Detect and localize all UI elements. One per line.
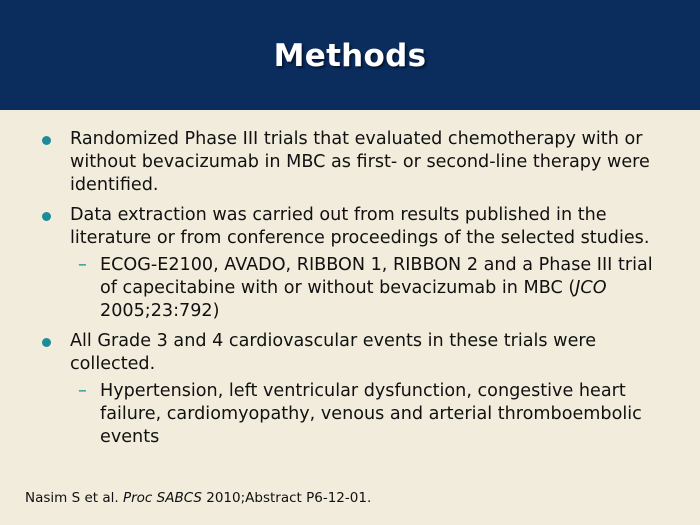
bullet-item xyxy=(40,128,660,198)
sub-bullet-text: Hypertension, left ventricular dysfunction, congestive heart failure, cardiomyopathy, venous and arterial thromboembolic events xyxy=(100,381,642,448)
slide-content xyxy=(40,128,660,456)
bullet-dot-icon xyxy=(42,212,51,221)
sub-bullet-item xyxy=(70,380,660,450)
slide-title: Methods xyxy=(273,38,427,74)
bullet-dot-icon xyxy=(42,136,51,145)
sub-bullet-text-after: 2005;23:792) xyxy=(100,301,220,322)
bullet-item xyxy=(40,330,660,376)
sub-bullet-item xyxy=(70,254,660,324)
footnote-rest: 2010;Abstract P6-12-01. xyxy=(201,490,372,506)
bullet-dot-icon xyxy=(42,338,51,347)
bullet-item xyxy=(40,204,660,250)
dash-icon: – xyxy=(78,255,87,276)
bullet-text: All Grade 3 and 4 cardiovascular events in these trials were collected. xyxy=(70,330,597,374)
dash-icon: – xyxy=(78,381,87,402)
bullet-text: Randomized Phase III trials that evaluated chemotherapy with or without bevacizumab in MBC as first- or second-line therapy were identified. xyxy=(70,129,650,196)
bullet-text: Data extraction was carried out from results published in the literature or from conference proceedings of the selected studies. xyxy=(70,204,650,248)
sub-bullet-text-before: ECOG-E2100, AVADO, RIBBON 1, RIBBON 2 and a Phase III trial of capecitabine with or without bevacizumab in MBC ( xyxy=(100,255,653,299)
footnote-journal: Proc SABCS xyxy=(122,490,202,506)
footnote-authors: Nasim S et al. xyxy=(25,490,123,506)
journal-name: JCO xyxy=(575,278,607,299)
citation-footnote xyxy=(25,490,371,506)
